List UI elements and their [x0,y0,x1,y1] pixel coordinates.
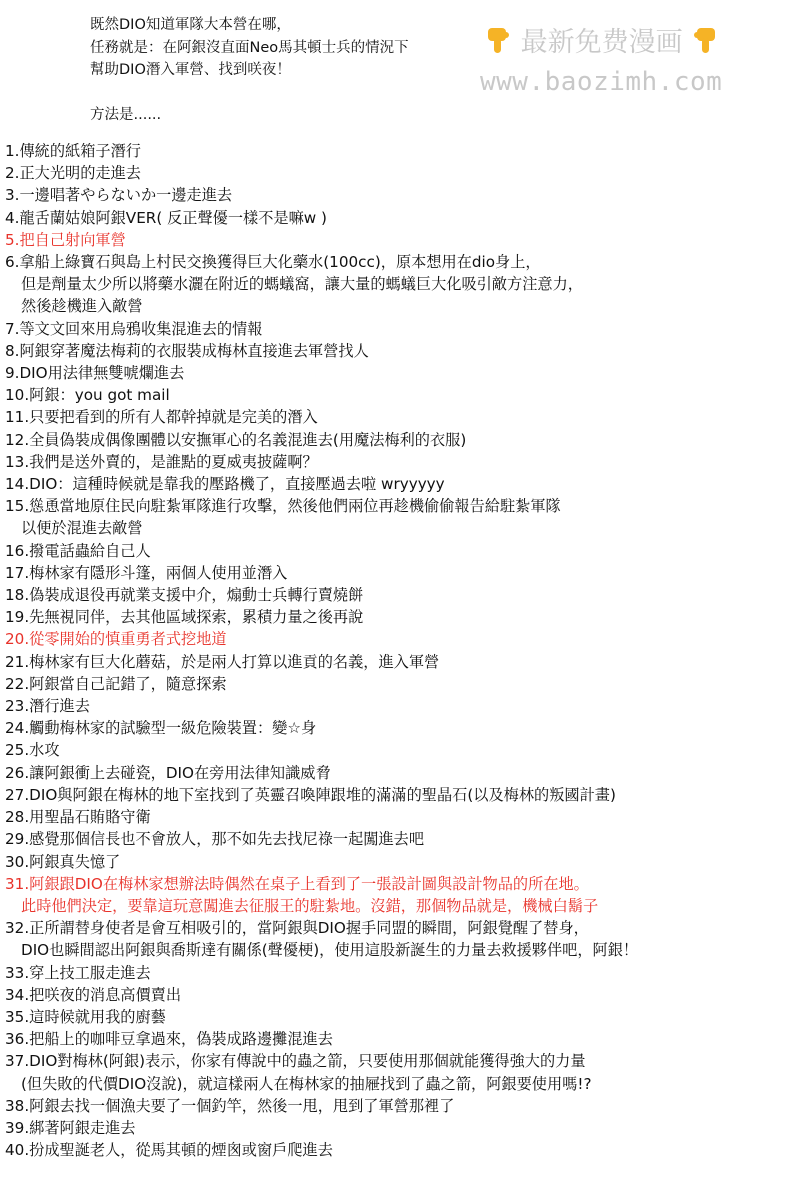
method-list-item: 1.傳統的紙箱子潛行 [5,142,141,160]
method-list-item: 14.DIO：這種時候就是靠我的壓路機了，直接壓過去啦 wryyyyy [5,475,445,494]
method-list-item: 7.等文文回來用烏鴉收集混進去的情報 [5,319,263,338]
method-list-item: 13.我們是送外賣的，是誰點的夏威夷披薩啊？ [5,452,318,471]
method-list-item: 19.先無視同伴，去其他區域探索，累積力量之後再說 [5,608,364,627]
method-list-item: 23.潛行進去 [5,697,90,716]
method-list-item: 3.一邊唱著やらないか一邊走進去 [5,186,233,205]
pointing-hand-icon [486,26,512,63]
method-list-item: 29.感覺那個信長也不會放人，那不如先去找尼祿一起闖進去吧 [5,830,425,849]
method-list-item: 38.阿銀去找一個漁夫要了一個釣竿，然後一甩，甩到了軍營那裡了 [5,1096,455,1115]
method-list-item: 36.把船上的咖啡豆拿過來，偽裝成路邊攤混進去 [5,1030,333,1049]
method-list-item: 40.扮成聖誕老人，從馬其頓的煙囪或窗戶爬進去 [5,1141,333,1160]
method-list-item: 5.把自己射向軍營 [5,230,126,249]
method-list-item: 15.慫恿當地原住民向駐紮軍隊進行攻擊，然後他們兩位再趁機偷偷報告給駐紮軍隊 [5,497,561,516]
watermark [472,20,780,106]
intro-paragraph [90,14,409,127]
method-list-item: 26.讓阿銀衝上去碰瓷，DIO在旁用法律知識威脅 [5,763,331,782]
pointing-hand-icon [691,26,717,63]
method-list-item: 30.阿銀真失憶了 [5,852,121,871]
method-list-item: 27.DIO與阿銀在梅林的地下室找到了英靈召喚陣跟堆的滿滿的聖晶石(以及梅林的叛國計畫) [5,785,616,804]
method-list-item: 22.阿銀當自己記錯了，隨意探索 [5,674,227,693]
method-list-item: 37.DIO對梅林(阿銀)表示，你家有傳說中的蟲之箭，只要使用那個就能獲得強大的力量 [5,1052,586,1071]
method-list-item: 11.只要把看到的所有人都幹掉就是完美的潛入 [5,408,318,427]
intro-method-heading: 方法是...... [90,107,162,123]
method-list-continuation: 以便於混進去敵營 [21,519,143,538]
intro-line: 任務就是：在阿銀沒直面Neo馬其頓士兵的情況下 [90,39,409,56]
method-list-item: 39.綁著阿銀走進去 [5,1118,136,1137]
method-list-item: 8.阿銀穿著魔法梅莉的衣服裝成梅林直接進去軍營找人 [5,341,369,360]
method-list-item: 6.拿船上綠寶石與島上村民交換獲得巨大化藥水(100cc)，原本想用在dio身上， [5,253,541,272]
watermark-title-row [486,26,717,63]
method-list-item: 32.正所謂替身使者是會互相吸引的，當阿銀與DIO握手同盟的瞬間，阿銀覺醒了替身， [5,919,589,938]
watermark-title: 最新免费漫画 [520,27,683,58]
watermark-url: www.baozimh.com [480,67,723,97]
intro-spacer [90,82,409,105]
method-list-item: 28.用聖晶石賄賂守衛 [5,808,151,827]
method-list-continuation: 然後趁機進入敵營 [21,297,143,316]
intro-line: 既然DIO知道軍隊大本營在哪， [90,17,291,33]
method-list-item: 10.阿銀：you got mail [5,386,170,405]
method-list [5,140,795,1161]
method-list-item: 20.從零開始的慎重勇者式挖地道 [5,630,227,649]
method-list-item: 31.阿銀跟DIO在梅林家想辦法時偶然在桌子上看到了一張設計圖與設計物品的所在地。 [5,874,589,893]
method-list-item: 9.DIO用法律無雙唬爛進去 [5,364,185,383]
method-list-continuation: 此時他們決定，要靠這玩意闖進去征服王的駐紮地。沒錯，那個物品就是，機械白鬍子 [21,896,599,915]
method-list-item: 21.梅林家有巨大化蘑菇，於是兩人打算以進貢的名義，進入軍營 [5,652,440,671]
method-list-continuation: 但是劑量太少所以將藥水灑在附近的螞蟻窩，讓大量的螞蟻巨大化吸引敵方注意力， [21,275,583,294]
method-list-item: 25.水攻 [5,741,60,760]
method-list-item: 12.全員偽裝成偶像團體以安撫軍心的名義混進去(用魔法梅利的衣服) [5,430,467,449]
method-list-item: 34.把咲夜的消息高價賣出 [5,985,182,1004]
method-list-item: 24.觸動梅林家的試驗型一級危險裝置：變☆身 [5,719,317,738]
intro-line: 幫助DIO潛入軍營、找到咲夜！ [90,62,291,78]
method-list-item: 2.正大光明的走進去 [5,164,141,183]
method-list-item: 4.龍舌蘭姑娘阿銀VER( 反正聲優一樣不是嘛w ) [5,208,327,227]
method-list-item: 16.撥電話蟲給自己人 [5,541,151,560]
method-list-continuation: (但失敗的代價DIO沒說)，就這樣兩人在梅林家的抽屜找到了蟲之箭，阿銀要使用嗎!? [21,1074,592,1093]
method-list-continuation: DIO也瞬間認出阿銀與喬斯達有關係(聲優梗)，使用這股新誕生的力量去救援夥伴吧，阿銀！ [21,941,639,960]
method-list-item: 33.穿上技工服走進去 [5,963,151,982]
method-list-item: 17.梅林家有隱形斗篷，兩個人使用並潛入 [5,563,288,582]
method-list-item: 35.這時候就用我的廚藝 [5,1007,166,1026]
method-list-item: 18.偽裝成退役再就業支援中介，煽動士兵轉行賣燒餅 [5,586,364,605]
